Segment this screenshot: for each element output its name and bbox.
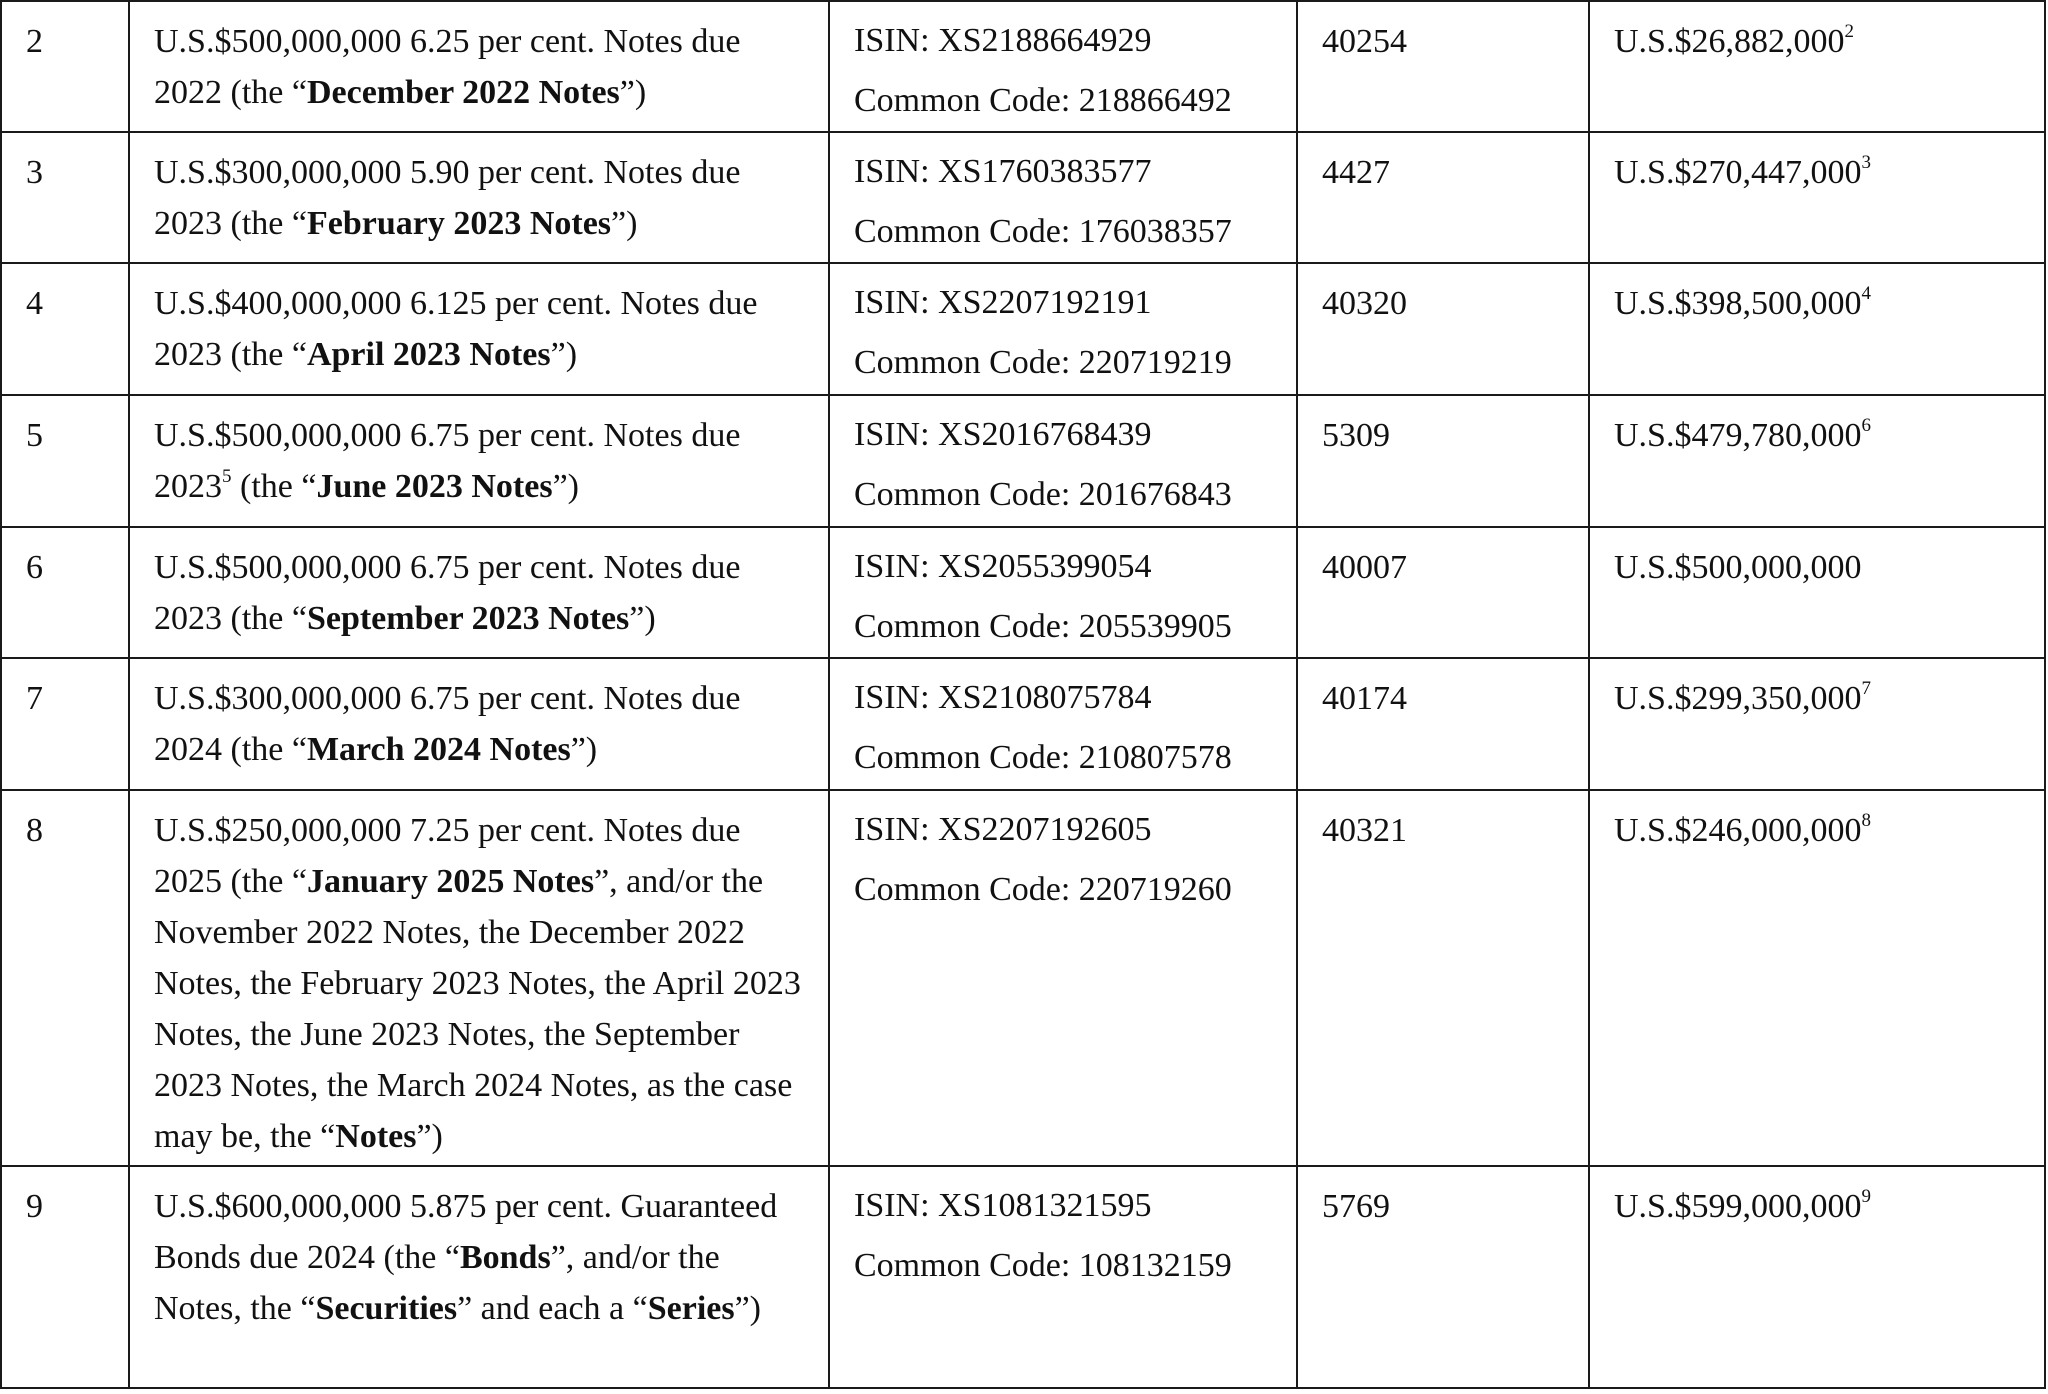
table-row xyxy=(1,527,2045,658)
amount-value: U.S.$479,780,000 xyxy=(1614,417,1862,454)
code-cell: 40254 xyxy=(1297,1,1589,132)
table-row xyxy=(1,1,2045,132)
series-description: U.S.$250,000,000 7.25 per cent. Notes due 2025 (the “January 2025 Notes”, and/or the November 2022 Notes, the December 2022 Notes, the February 2023 Notes, the April 2023 Notes, the June 2023 Notes, the September 2023 Notes, the March 2024 Notes, as the case may be, the “Notes”) xyxy=(129,790,829,1166)
series-number: 8 xyxy=(1,790,129,1166)
series-description: U.S.$600,000,000 5.875 per cent. Guaranteed Bonds due 2024 (the “Bonds”, and/or the Notes, the “Securities” and each a “Series”) xyxy=(129,1166,829,1388)
identifiers-cell xyxy=(829,263,1297,395)
series-number: 9 xyxy=(1,1166,129,1388)
table-row xyxy=(1,263,2045,395)
table-row xyxy=(1,132,2045,263)
common-code: Common Code: 220719219 xyxy=(854,344,1232,381)
series-description: U.S.$300,000,000 5.90 per cent. Notes due 2023 (the “February 2023 Notes”) xyxy=(129,132,829,263)
common-code: Common Code: 108132159 xyxy=(854,1247,1232,1284)
amount-cell xyxy=(1589,658,2045,790)
code-cell: 40174 xyxy=(1297,658,1589,790)
amount-cell xyxy=(1589,132,2045,263)
code-cell: 40007 xyxy=(1297,527,1589,658)
amount-cell xyxy=(1589,1,2045,132)
amount-value: U.S.$270,447,000 xyxy=(1614,154,1862,191)
amount-value: U.S.$599,000,000 xyxy=(1614,1188,1862,1225)
series-description: U.S.$400,000,000 6.125 per cent. Notes due 2023 (the “April 2023 Notes”) xyxy=(129,263,829,395)
series-number: 6 xyxy=(1,527,129,658)
series-number: 7 xyxy=(1,658,129,790)
series-description: U.S.$500,000,000 6.25 per cent. Notes due 2022 (the “December 2022 Notes”) xyxy=(129,1,829,132)
amount-footnote: 9 xyxy=(1861,1186,1871,1207)
amount-value: U.S.$26,882,000 xyxy=(1614,23,1845,60)
common-code: Common Code: 205539905 xyxy=(854,608,1232,645)
amount-cell xyxy=(1589,790,2045,1166)
isin: ISIN: XS1760383577 xyxy=(854,153,1152,190)
amount-value: U.S.$299,350,000 xyxy=(1614,680,1862,717)
series-number: 4 xyxy=(1,263,129,395)
amount-cell xyxy=(1589,263,2045,395)
amount-cell xyxy=(1589,527,2045,658)
isin: ISIN: XS2108075784 xyxy=(854,679,1152,716)
amount-value: U.S.$398,500,000 xyxy=(1614,285,1862,322)
amount-footnote: 3 xyxy=(1861,152,1871,173)
series-description: U.S.$500,000,000 6.75 per cent. Notes due 2023 (the “September 2023 Notes”) xyxy=(129,527,829,658)
isin: ISIN: XS1081321595 xyxy=(854,1187,1152,1224)
series-description: U.S.$500,000,000 6.75 per cent. Notes due 2023$^5$ (the “June 2023 Notes”) xyxy=(129,395,829,527)
table-row xyxy=(1,395,2045,527)
series-number: 5 xyxy=(1,395,129,527)
series-number: 3 xyxy=(1,132,129,263)
identifiers-cell xyxy=(829,790,1297,1166)
amount-value: U.S.$246,000,000 xyxy=(1614,812,1862,849)
identifiers-cell xyxy=(829,1,1297,132)
code-cell: 5309 xyxy=(1297,395,1589,527)
common-code: Common Code: 218866492 xyxy=(854,82,1232,119)
code-cell: 4427 xyxy=(1297,132,1589,263)
identifiers-cell xyxy=(829,395,1297,527)
identifiers-cell xyxy=(829,658,1297,790)
amount-footnote: 4 xyxy=(1861,283,1871,304)
amount-footnote: 6 xyxy=(1861,415,1871,436)
common-code: Common Code: 176038357 xyxy=(854,213,1232,250)
code-cell: 40321 xyxy=(1297,790,1589,1166)
amount-cell xyxy=(1589,395,2045,527)
code-cell: 40320 xyxy=(1297,263,1589,395)
code-cell: 5769 xyxy=(1297,1166,1589,1388)
identifiers-cell xyxy=(829,527,1297,658)
amount-footnote: 7 xyxy=(1861,678,1871,699)
common-code: Common Code: 210807578 xyxy=(854,739,1232,776)
table-row xyxy=(1,790,2045,1166)
isin: ISIN: XS2055399054 xyxy=(854,548,1152,585)
description-footnote: 5 xyxy=(222,466,232,487)
amount-footnote: 2 xyxy=(1844,21,1854,42)
amount-cell xyxy=(1589,1166,2045,1388)
isin: ISIN: XS2207192605 xyxy=(854,811,1152,848)
amount-value: U.S.$500,000,000 xyxy=(1614,549,1862,586)
common-code: Common Code: 201676843 xyxy=(854,476,1232,513)
series-number: 2 xyxy=(1,1,129,132)
series-description: U.S.$300,000,000 6.75 per cent. Notes due 2024 (the “March 2024 Notes”) xyxy=(129,658,829,790)
table-row xyxy=(1,1166,2045,1388)
isin: ISIN: XS2016768439 xyxy=(854,416,1152,453)
identifiers-cell xyxy=(829,132,1297,263)
identifiers-cell xyxy=(829,1166,1297,1388)
amount-footnote: 8 xyxy=(1861,810,1871,831)
table-row xyxy=(1,658,2045,790)
common-code: Common Code: 220719260 xyxy=(854,871,1232,908)
isin: ISIN: XS2188664929 xyxy=(854,22,1152,59)
isin: ISIN: XS2207192191 xyxy=(854,284,1152,321)
